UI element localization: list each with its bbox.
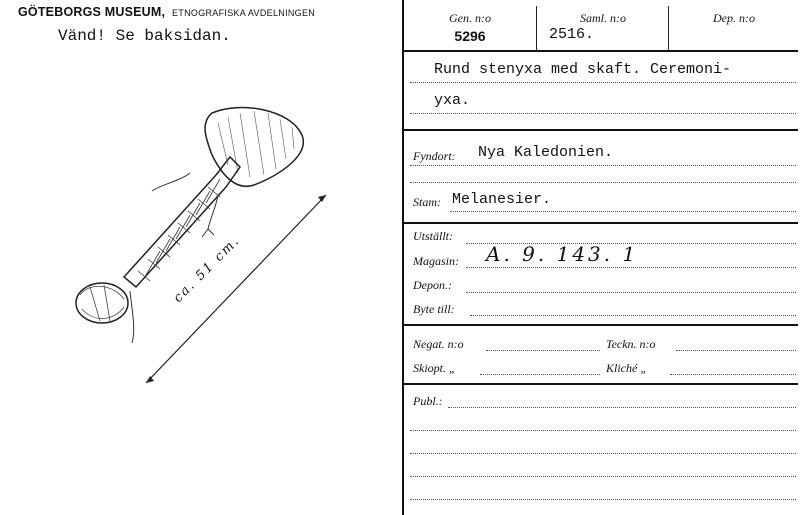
measure-label: ca. 51 cm.: [170, 233, 244, 306]
museum-name: GÖTEBORGS MUSEUM,: [18, 5, 166, 19]
rule-under-numbers: [402, 50, 798, 52]
dotted-line: [466, 267, 796, 268]
utstallt-label: Utställt:: [413, 229, 454, 243]
stam-label: Stam:: [413, 195, 441, 209]
rule-under-stam: [402, 222, 798, 224]
axe-sketch: [40, 95, 380, 395]
saml-number-value: 2516.: [549, 26, 595, 43]
kliche-label: Kliché „: [606, 361, 647, 375]
dep-number-label: Dep. n:o: [713, 11, 755, 25]
dotted-line: [480, 374, 600, 375]
department-name: ETNOGRAFISKA AVDELNINGEN: [172, 8, 316, 18]
rule-under-description: [402, 129, 798, 131]
fyndort-label: Fyndort:: [413, 149, 456, 163]
dotted-line: [410, 182, 796, 183]
description-line-2: yxa.: [434, 92, 471, 109]
dotted-line: [410, 499, 796, 500]
magasin-value: A. 9. 143. 1: [486, 242, 639, 266]
dotted-line: [410, 476, 796, 477]
saml-number-label: Saml. n:o: [580, 11, 626, 25]
fyndort-value: Nya Kaledonien.: [478, 144, 614, 161]
dotted-line: [676, 350, 796, 351]
dotted-line: [410, 82, 796, 83]
byte-till-label: Byte till:: [413, 302, 455, 316]
skiopt-label: Skiopt. „: [413, 361, 456, 375]
negat-label: Negat. n:o: [413, 337, 464, 351]
box-divider: [668, 6, 669, 50]
dotted-line: [410, 430, 796, 431]
dotted-line: [410, 165, 796, 166]
stam-value: Melanesier.: [452, 191, 552, 208]
gen-number-value: 5296: [454, 28, 486, 44]
gen-number-label: Gen. n:o: [449, 11, 491, 25]
card-left-border: [402, 0, 404, 515]
dotted-line: [450, 211, 796, 212]
dotted-line: [470, 315, 796, 316]
dotted-line: [670, 374, 796, 375]
axe-blade-drawing: [205, 108, 303, 187]
rule-under-storage: [402, 324, 798, 326]
magasin-label: Magasin:: [413, 254, 459, 268]
dotted-line: [410, 453, 796, 454]
publ-label: Publ.:: [413, 394, 443, 408]
box-divider: [536, 6, 537, 50]
description-line-1: Rund stenyxa med skaft. Ceremoni-: [434, 61, 732, 78]
dotted-line: [410, 113, 796, 114]
dotted-line: [486, 350, 600, 351]
depon-label: Depon.:: [413, 278, 452, 292]
axe-knob-drawing: [76, 283, 128, 323]
dotted-line: [448, 407, 796, 408]
rule-under-photo: [402, 383, 798, 385]
axe-handle-drawing: [124, 157, 240, 287]
teckn-label: Teckn. n:o: [606, 337, 656, 351]
dotted-line: [466, 292, 796, 293]
turn-over-note: Vänd! Se baksidan.: [58, 27, 231, 45]
